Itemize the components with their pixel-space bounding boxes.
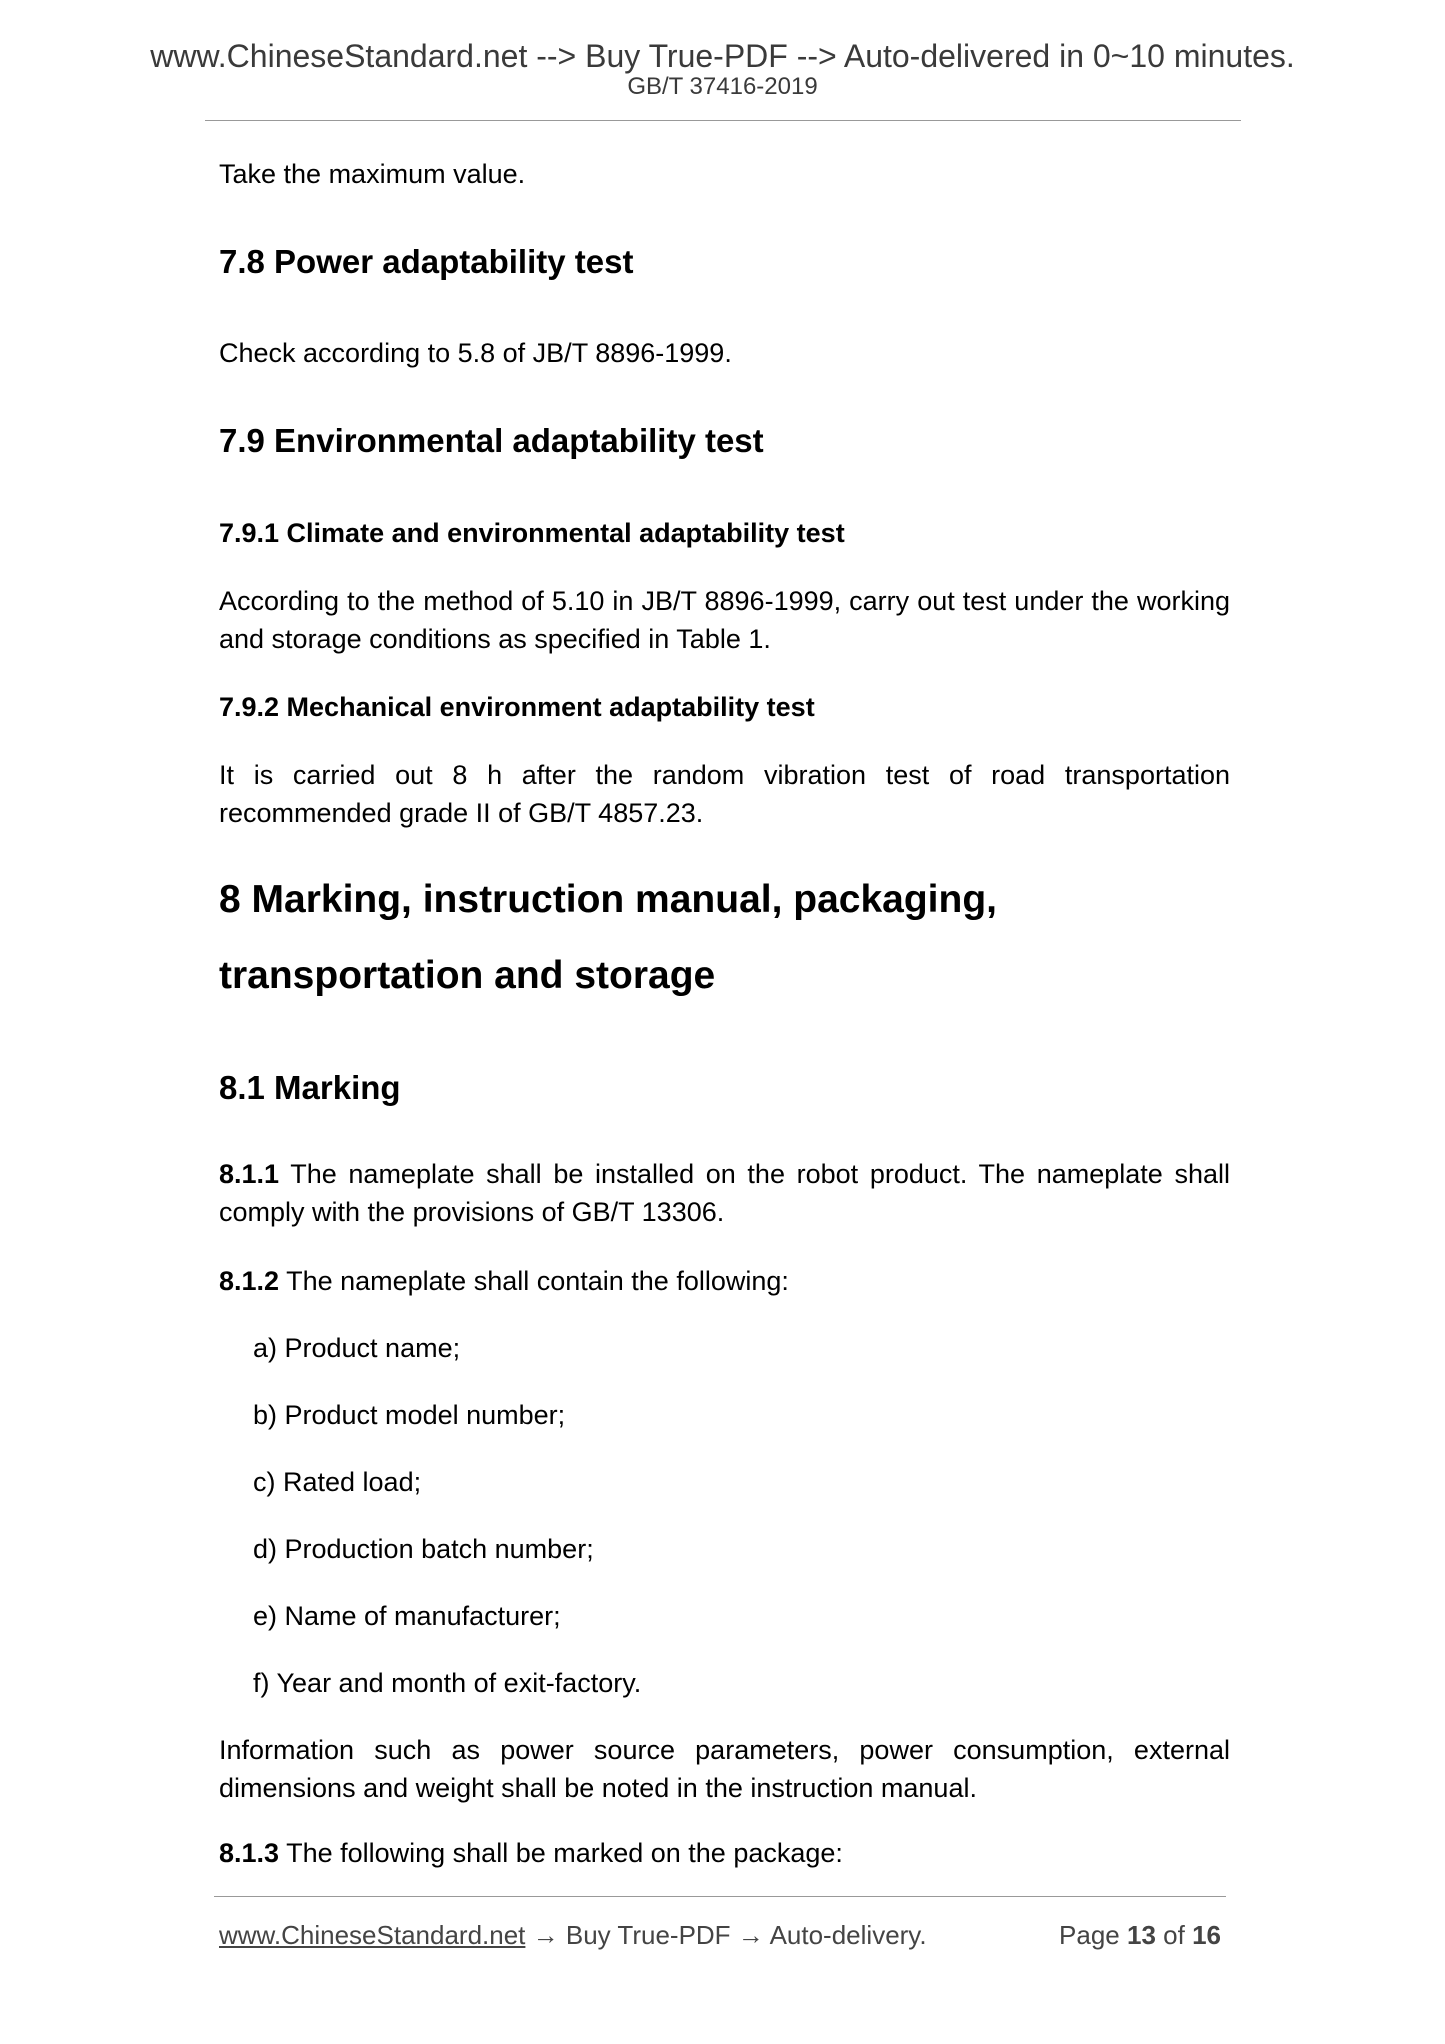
heading-7-9-2: 7.9.2 Mechanical environment adaptability test (219, 692, 815, 722)
total-page-count: 16 (1192, 1920, 1221, 1950)
clause-8-1-3 (219, 1834, 1230, 1872)
footer-promo-text: → Buy True-PDF → Auto-delivery. (525, 1920, 927, 1950)
clause-number: 8.1.3 (219, 1838, 280, 1868)
list-item: d) Production batch number; (253, 1534, 594, 1564)
page-label: Page (1059, 1920, 1120, 1950)
clause-text: The nameplate shall be installed on the robot product. The nameplate shall comply with the provisions of GB/T 13306. (219, 1159, 1230, 1227)
clause-number: 8.1.2 (219, 1266, 280, 1296)
heading-8-1: 8.1 Marking (219, 1069, 401, 1106)
heading-7-9: 7.9 Environmental adaptability test (219, 422, 764, 459)
clause-8-1-2 (219, 1262, 1230, 1300)
section-7-9-1-text: According to the method of 5.10 in JB/T 8896-1999, carry out test under the working and storage conditions as specified in Table 1. (219, 586, 1230, 654)
clause-number: 8.1.1 (219, 1159, 280, 1189)
footer-site-link[interactable]: www.ChineseStandard.net (219, 1920, 526, 1950)
list-item: c) Rated load; (253, 1467, 422, 1497)
of-label: of (1163, 1920, 1185, 1950)
heading-8 (219, 862, 1230, 1014)
info-text: Information such as power source parameters, power consumption, external dimensions and weight shall be noted in the instruction manual. (219, 1735, 1230, 1803)
list-item: b) Product model number; (253, 1400, 566, 1430)
heading-7-9-1: 7.9.1 Climate and environmental adaptability test (219, 518, 845, 548)
list-item: e) Name of manufacturer; (253, 1601, 561, 1631)
heading-8-line-2: transportation and storage (219, 954, 716, 997)
section-7-8-text: Check according to 5.8 of JB/T 8896-1999. (219, 338, 732, 368)
list-item: a) Product name; (253, 1333, 461, 1363)
clause-text: The following shall be marked on the package: (279, 1838, 843, 1868)
footer-promo (219, 1918, 927, 1952)
site-banner: www.ChineseStandard.net --> Buy True-PDF --> Auto-delivered in 0~10 minutes. (150, 38, 1295, 74)
heading-8-line-1: 8 Marking, instruction manual, packaging, (219, 878, 997, 921)
header-divider (205, 120, 1241, 121)
page-indicator (1059, 1918, 1221, 1952)
list-item: f) Year and month of exit-factory. (253, 1668, 642, 1698)
intro-text: Take the maximum value. (219, 159, 526, 189)
heading-7-8: 7.8 Power adaptability test (219, 243, 634, 280)
section-7-9-2-text: It is carried out 8 h after the random vibration test of road transportation recommended grade II of GB/T 4857.23. (219, 760, 1230, 828)
footer-divider (214, 1896, 1226, 1897)
current-page-number: 13 (1127, 1920, 1156, 1950)
document-code: GB/T 37416-2019 (627, 73, 818, 100)
clause-8-1-1 (219, 1155, 1230, 1231)
clause-text: The nameplate shall contain the following: (279, 1266, 789, 1296)
